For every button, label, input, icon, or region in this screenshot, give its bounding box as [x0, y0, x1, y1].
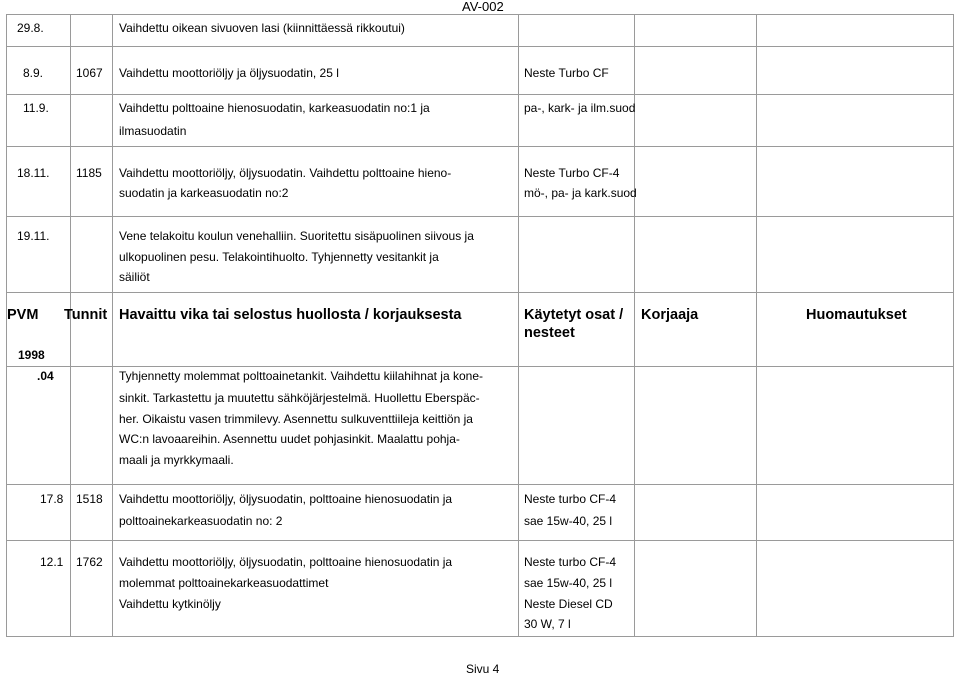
entry-description: sinkit. Tarkastettu ja muutettu sähköjärjestelmä. Huollettu Eberspäc- [119, 391, 480, 405]
entry-date: 18.11. [17, 166, 50, 180]
entry-description: Vaihdettu moottoriöljy ja öljysuodatin, 25 l [119, 66, 339, 80]
grid-line [6, 14, 954, 15]
header-repairer: Korjaaja [641, 307, 699, 323]
grid-line [6, 540, 954, 541]
entry-description: Vaihdettu moottoriöljy, öljysuodatin, polttoaine hienosuodatin ja [119, 492, 453, 506]
grid-line [6, 14, 7, 636]
entry-description: polttoainekarkeasuodatin no: 2 [119, 514, 283, 528]
entry-date: 19.11. [17, 229, 50, 243]
entry-description: Vaihdettu kytkinöljy [119, 597, 221, 611]
header-tunnit: Tunnit [64, 307, 108, 323]
entry-description: Vaihdettu polttoaine hienosuodatin, karkeasuodatin no:1 ja [119, 101, 430, 115]
grid-line [518, 14, 519, 636]
entry-description: Vaihdettu moottoriöljy, öljysuodatin. Vaihdettu polttoaine hieno- [119, 166, 452, 180]
entry-date: 8.9. [23, 66, 44, 80]
entry-description: maali ja myrkkymaali. [119, 453, 234, 467]
entry-date: 12.1 [40, 555, 64, 569]
entry-description: säiliöt [119, 270, 150, 284]
entry-parts: sae 15w-40, 25 l [524, 576, 613, 590]
entry-description: Vaihdettu oikean sivuoven lasi (kiinnittäessä rikkoutui) [119, 21, 405, 35]
entry-parts: pa-, kark- ja ilm.suod [524, 101, 636, 115]
grid-line [6, 46, 954, 47]
entry-description: suodatin ja karkeasuodatin no:2 [119, 186, 289, 200]
entry-parts: Neste turbo CF-4 [524, 555, 617, 569]
entry-description: WC:n lavoaareihin. Asennettu uudet pohjasinkit. Maalattu pohja- [119, 432, 460, 446]
grid-line [6, 146, 954, 147]
entry-parts: Neste Turbo CF [524, 66, 609, 80]
grid-line [953, 14, 954, 636]
header-pvm: PVM [7, 307, 39, 323]
grid-line [112, 14, 113, 636]
page-number: Sivu 4 [466, 662, 500, 676]
entry-description: Tyhjennetty molemmat polttoainetankit. Vaihdettu kiilahihnat ja kone- [119, 369, 483, 383]
grid-line [6, 484, 954, 485]
entry-hours: 1067 [76, 66, 103, 80]
grid-line [6, 216, 954, 217]
entry-hours: 1518 [76, 492, 103, 506]
grid-line [70, 14, 71, 636]
entry-description: molemmat polttoainekarkeasuodattimet [119, 576, 329, 590]
entry-parts: mö-, pa- ja kark.suod [524, 186, 637, 200]
header-parts: Käytetyt osat / [524, 307, 624, 323]
entry-date: 17.8 [40, 492, 64, 506]
grid-line [6, 636, 954, 637]
header-year: 1998 [18, 348, 45, 362]
entry-hours: 1762 [76, 555, 103, 569]
entry-date: 11.9. [23, 101, 49, 115]
entry-description: Vaihdettu moottoriöljy, öljysuodatin, polttoaine hienosuodatin ja [119, 555, 453, 569]
entry-parts: 30 W, 7 l [524, 617, 571, 631]
entry-description: ulkopuolinen pesu. Telakointihuolto. Tyhjennetty vesitankit ja [119, 250, 439, 264]
entry-parts: Neste turbo CF-4 [524, 492, 617, 506]
entry-description: ilmasuodatin [119, 124, 187, 138]
entry-hours: 1185 [76, 166, 102, 180]
entry-parts: Neste Diesel CD [524, 597, 613, 611]
grid-line [756, 14, 757, 636]
grid-line [6, 292, 954, 293]
entry-parts: sae 15w-40, 25 l [524, 514, 613, 528]
header-notes: Huomautukset [806, 307, 907, 323]
entry-description: her. Oikaistu vasen trimmilevy. Asennettu sulkuventtiileja keittiön ja [119, 412, 473, 426]
entry-description: Vene telakoitu koulun venehalliin. Suoritettu sisäpuolinen siivous ja [119, 229, 474, 243]
entry-date: 29.8. [17, 21, 44, 35]
header-description: Havaittu vika tai selostus huollosta / korjauksesta [119, 307, 462, 323]
doc-code: AV-002 [462, 0, 504, 14]
entry-date: .04 [37, 369, 54, 383]
grid-line [6, 366, 954, 367]
entry-parts: Neste Turbo CF-4 [524, 166, 620, 180]
header-parts-2: nesteet [524, 325, 575, 341]
grid-line [6, 94, 954, 95]
